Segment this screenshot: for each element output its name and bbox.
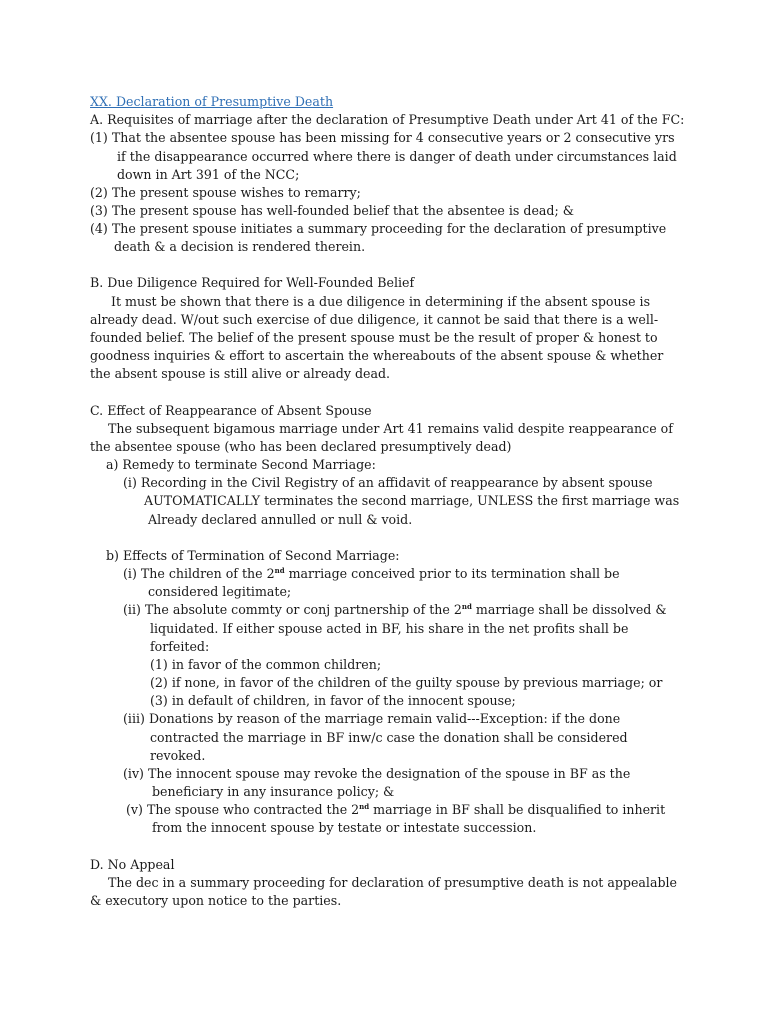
superscript: nd (359, 802, 370, 811)
item-text: Donations by reason of the marriage remain valid---Exception: if the done (148, 711, 621, 726)
paragraph-line: The dec in a summary proceeding for declaration of presumptive death is not appealable (108, 875, 678, 890)
paragraph-line: the absent spouse is still alive or already dead. (90, 366, 391, 381)
item-number: (4) (90, 221, 108, 236)
item-text: The children of the 2 (140, 566, 275, 581)
section-b-heading: B. Due Diligence Required for Well-Founded Belief (90, 275, 415, 290)
sub-item-1 (150, 656, 381, 674)
section-a-heading: A. Requisites of marriage after the declaration of Presumptive Death under Art 41 of the FC: (90, 112, 685, 127)
item-text: The spouse who contracted the 2 (146, 802, 360, 817)
item-number: (1) (90, 130, 108, 145)
superscript: nd (461, 602, 472, 611)
section-a-item-4 (90, 220, 666, 238)
item-text: in default of children, in favor of the innocent spouse; (171, 693, 516, 708)
item-number: (2) (150, 675, 168, 690)
subsection-b-heading: b) Effects of Termination of Second Marriage: (106, 548, 400, 563)
item-text-line: contracted the marriage in BF inw/c case the donation shall be considered (150, 730, 628, 745)
item-text: marriage conceived prior to its termination shall be (284, 566, 620, 581)
item-number: (3) (150, 693, 168, 708)
item-text-line: death & a decision is rendered therein. (114, 239, 366, 254)
item-text: The absolute commty or conj partnership of the 2 (144, 602, 462, 617)
paragraph-line: The subsequent bigamous marriage under Art 41 remains valid despite reappearance of (108, 421, 673, 436)
subsection-b-item-v (126, 801, 665, 819)
item-text-line: liquidated. If either spouse acted in BF, his share in the net profits shall be (150, 621, 629, 636)
sub-item-2 (150, 674, 662, 692)
item-number: (ii) (123, 602, 141, 617)
subsection-b-item-ii (123, 601, 667, 619)
item-text: marriage in BF shall be disqualified to inherit (369, 802, 666, 817)
item-number: (i) (123, 566, 137, 581)
item-text: in favor of the common children; (171, 657, 382, 672)
paragraph-line: founded belief. The belief of the present spouse must be the result of proper & honest to (90, 330, 658, 345)
sub-item-3 (150, 692, 516, 710)
subsection-a-item (123, 474, 653, 492)
item-number: (iii) (123, 711, 145, 726)
section-a-item-1 (90, 129, 675, 147)
item-text-line: considered legitimate; (148, 584, 292, 599)
item-text: That the absentee spouse has been missing for 4 consecutive years or 2 consecutive yrs (111, 130, 675, 145)
section-a-item-2 (90, 184, 361, 202)
item-text-line: from the innocent spouse by testate or intestate succession. (152, 820, 537, 835)
section-a-item-3 (90, 202, 574, 220)
section-c-heading: C. Effect of Reappearance of Absent Spouse (90, 403, 372, 418)
item-text-line: forfeited: (150, 639, 210, 654)
subsection-a-heading: a) Remedy to terminate Second Marriage: (106, 457, 376, 472)
paragraph-line: already dead. W/out such exercise of due diligence, it cannot be said that there is a well- (90, 312, 659, 327)
paragraph-line: the absentee spouse (who has been declared presumptively dead) (90, 439, 512, 454)
item-text: marriage shall be dissolved & (471, 602, 667, 617)
item-number: (3) (90, 203, 108, 218)
item-text-line: AUTOMATICALLY terminates the second marriage, UNLESS the first marriage was (144, 493, 680, 508)
superscript: nd (274, 566, 285, 575)
paragraph-line: It must be shown that there is a due diligence in determining if the absent spouse is (111, 294, 651, 309)
item-text: The present spouse has well-founded belief that the absentee is dead; & (111, 203, 574, 218)
item-number: (v) (126, 802, 143, 817)
item-text-line: down in Art 391 of the NCC; (117, 167, 300, 182)
item-number: (2) (90, 185, 108, 200)
item-number: (1) (150, 657, 168, 672)
paragraph-line: goodness inquiries & effort to ascertain the whereabouts of the absent spouse & whether (90, 348, 664, 363)
paragraph-line: & executory upon notice to the parties. (90, 893, 342, 908)
subsection-b-item-iv (123, 765, 630, 783)
item-text: The present spouse wishes to remarry; (111, 185, 361, 200)
item-number: (iv) (123, 766, 144, 781)
item-text-line: revoked. (150, 748, 206, 763)
item-text: The innocent spouse may revoke the designation of the spouse in BF as the (148, 766, 631, 781)
item-text: The present spouse initiates a summary proceeding for the declaration of presumptive (111, 221, 667, 236)
document-title: XX. Declaration of Presumptive Death (90, 94, 334, 109)
subsection-b-item-i (123, 565, 620, 583)
item-text: Recording in the Civil Registry of an affidavit of reappearance by absent spouse (140, 475, 653, 490)
item-number: (i) (123, 475, 137, 490)
item-text: if none, in favor of the children of the guilty spouse by previous marriage; or (171, 675, 663, 690)
item-text-line: Already declared annulled or null & void. (148, 512, 413, 527)
item-text-line: if the disappearance occurred where there is danger of death under circumstances laid (117, 149, 677, 164)
item-text-line: beneficiary in any insurance policy; & (152, 784, 395, 799)
section-d-heading: D. No Appeal (90, 857, 175, 872)
subsection-b-item-iii (123, 710, 620, 728)
